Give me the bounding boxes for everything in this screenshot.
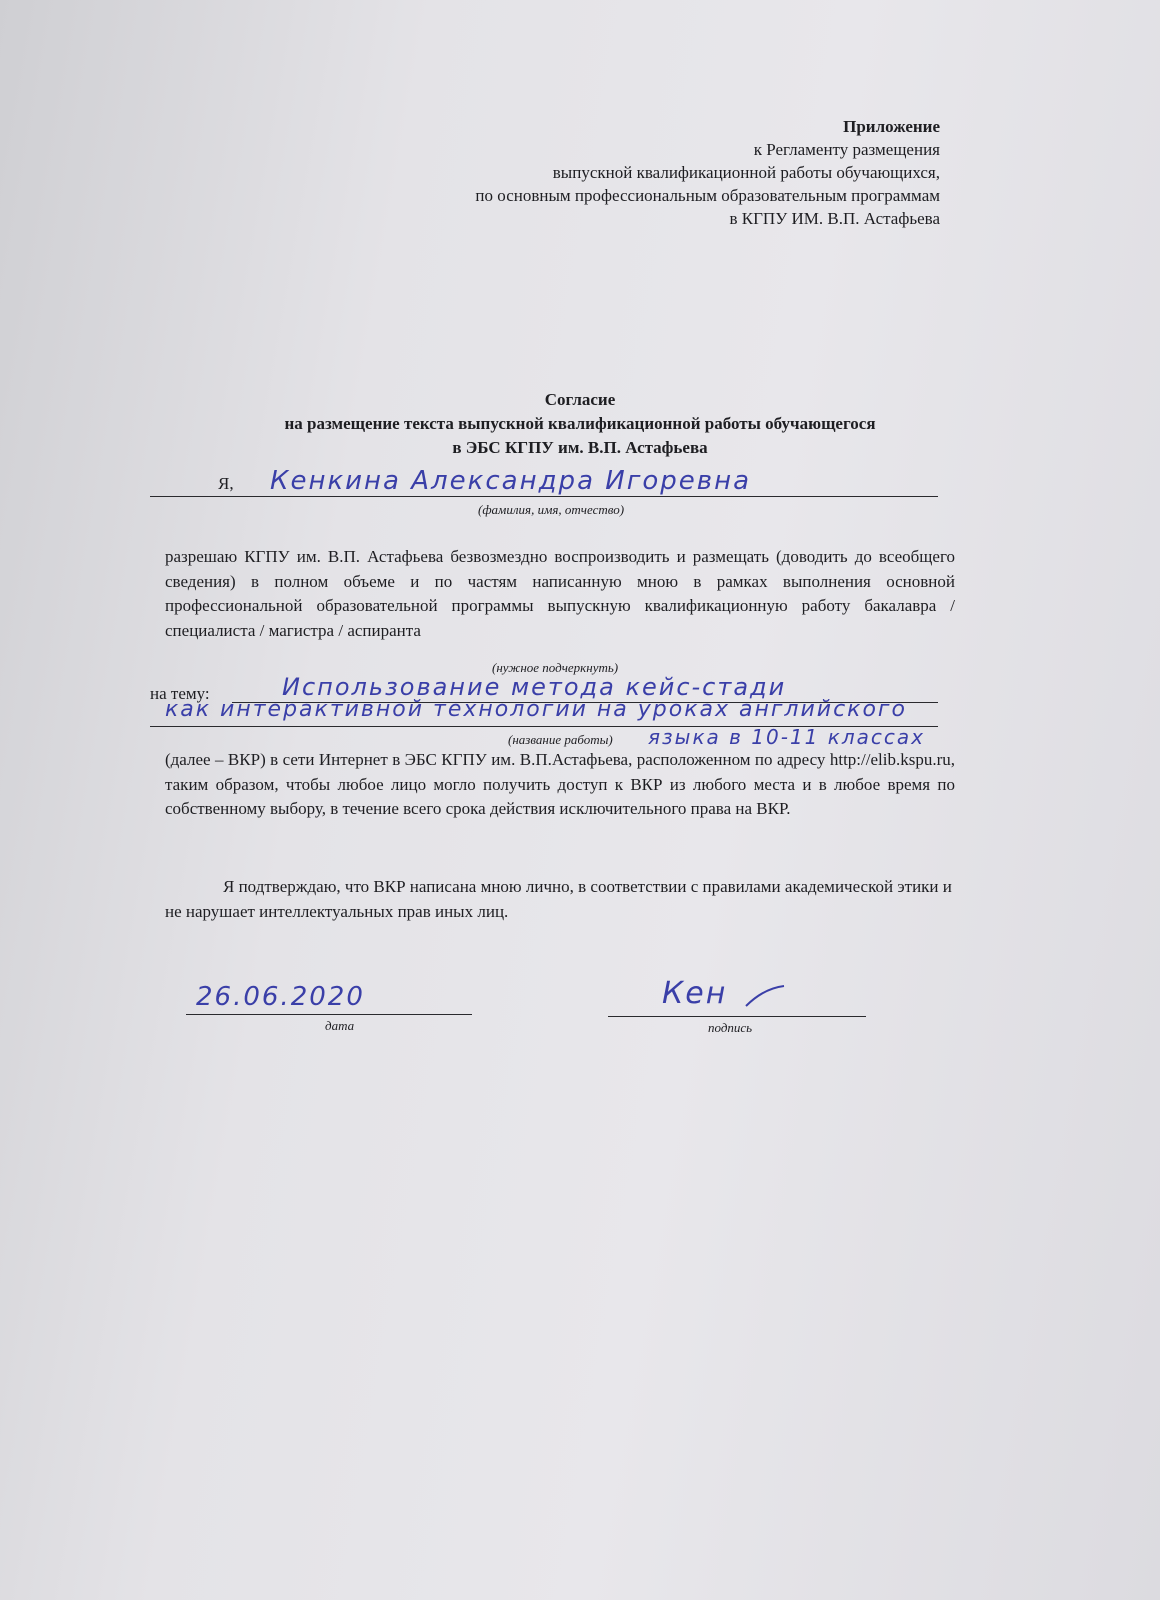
topic-handwritten-line1: Использование метода кейс-стади xyxy=(282,673,787,701)
consent-paragraph: разрешаю КГПУ им. В.П. Астафьева безвозмездно воспроизводить и размещать (доводить до всеобщего сведения) в полном объеме и по частям написанную мною в рамках выполнения основной профессиональной образовательной программы выпускную квалификационную работу бакалавра / специалиста / магистра / аспиранта xyxy=(165,547,955,640)
name-handwritten: Кенкина Александра Игоревна xyxy=(270,466,752,496)
signature-stroke xyxy=(742,982,788,1012)
appendix-line: в КГПУ ИМ. В.П. Астафьева xyxy=(729,209,940,228)
signature-underline xyxy=(608,1016,866,1017)
title-line: в ЭБС КГПУ им. В.П. Астафьева xyxy=(452,438,708,457)
topic-caption: (название работы) xyxy=(508,732,613,747)
signature-caption: подпись xyxy=(708,1020,753,1035)
title-line: Согласие xyxy=(544,390,616,409)
appendix-header xyxy=(475,115,940,230)
topic-prefix: на тему: xyxy=(150,684,210,703)
appendix-line: к Регламенту размещения xyxy=(753,140,940,159)
topic-handwritten-line2: как интерактивной технологии на уроках английского xyxy=(165,697,907,722)
date-underline xyxy=(186,1014,472,1015)
document-title xyxy=(150,388,1010,460)
signature-handwritten: Кен xyxy=(662,976,728,1011)
date-handwritten: 26.06.2020 xyxy=(196,982,365,1012)
underline-caption: (нужное подчеркнуть) xyxy=(492,660,619,675)
name-prefix: Я, xyxy=(218,474,234,493)
title-line: на размещение текста выпускной квалификационной работы обучающегося xyxy=(284,414,876,433)
name-caption: (фамилия, имя, отчество) xyxy=(478,502,625,517)
publication-paragraph: (далее – ВКР) в сети Интернет в ЭБС КГПУ им. В.П.Астафьева, расположенном по адресу http://elib.kspu.ru, таким образом, чтобы любое лицо могло получить доступ к ВКР из любого места и в любое время по собственному выбору, в течение всего срока действия исключительного права на ВКР. xyxy=(165,750,955,818)
confirmation-paragraph: Я подтверждаю, что ВКР написана мною лично, в соответствии с правилами академической этики и не нарушает интеллектуальных прав иных лиц. xyxy=(165,877,952,921)
name-underline xyxy=(150,496,938,497)
date-caption: дата xyxy=(325,1018,355,1033)
topic-handwritten-line3: языка в 10-11 классах xyxy=(648,725,925,749)
appendix-line: по основным профессиональным образовательным программам xyxy=(475,186,940,205)
appendix-heading: Приложение xyxy=(843,117,940,136)
appendix-line: выпускной квалификационной работы обучающихся, xyxy=(552,163,940,182)
